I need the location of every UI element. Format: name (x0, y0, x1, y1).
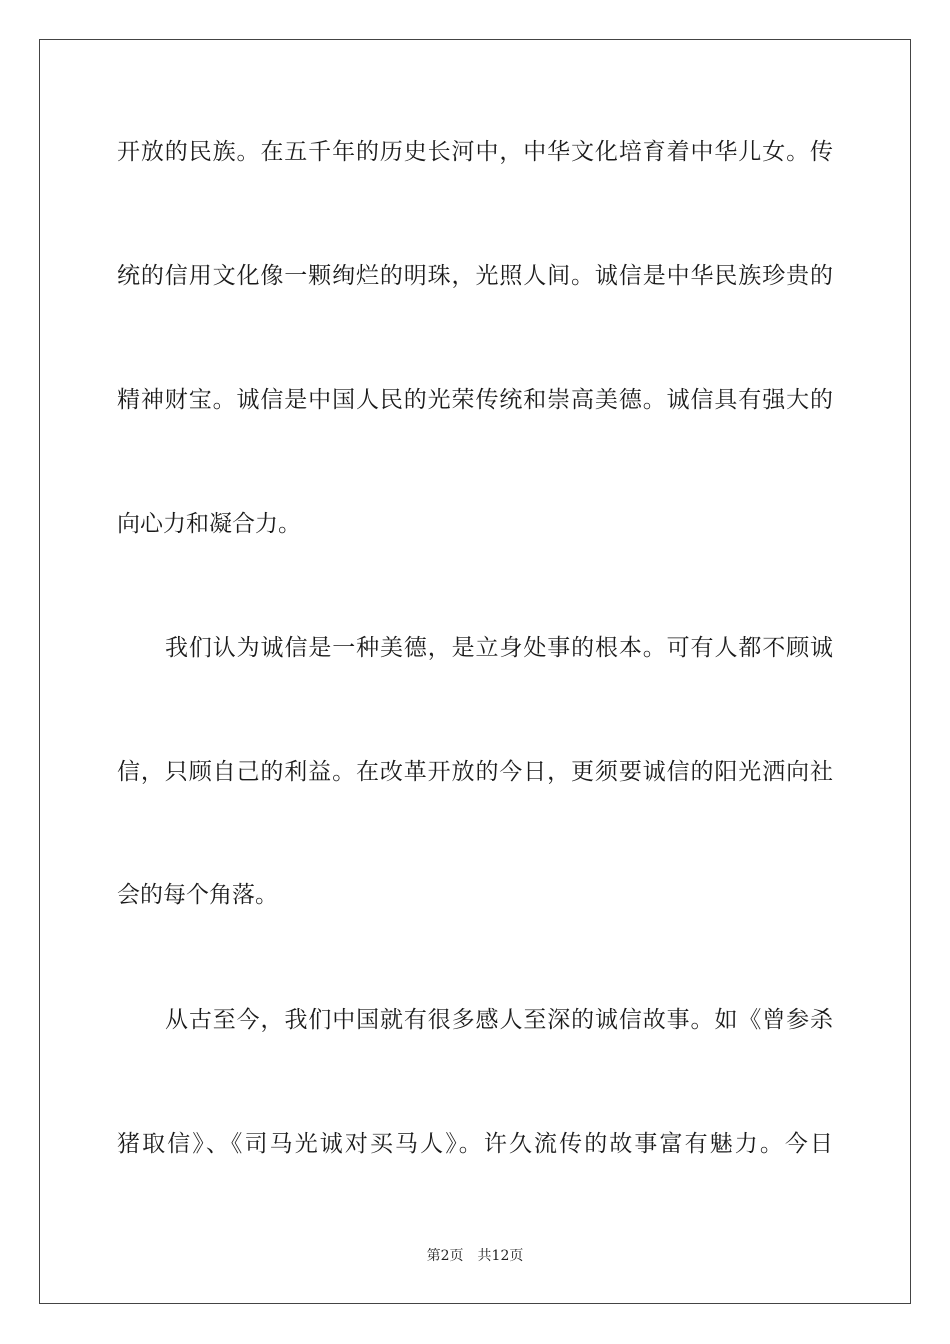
paragraph-line: 猪取信》、《司马光诚对买马人》。许久流传的故事富有魅力。今日 (117, 1131, 833, 1157)
paragraph-line: 向心力和凝合力。 (117, 511, 301, 537)
paragraph-line: 会的每个角落。 (117, 882, 278, 908)
page-border (39, 39, 911, 1304)
paragraph-line: 精神财宝。诚信是中国人民的光荣传统和崇高美德。诚信具有强大的 (117, 387, 833, 413)
paragraph-line: 从古至今，我们中国就有很多感人至深的诚信故事。如《曾参杀 (165, 1007, 833, 1033)
paragraph-line: 统的信用文化像一颗绚烂的明珠，光照人间。诚信是中华民族珍贵的 (117, 263, 833, 289)
paragraph-line: 我们认为诚信是一种美德，是立身处事的根本。可有人都不顾诚 (165, 635, 833, 661)
paragraph-line: 开放的民族。在五千年的历史长河中，中华文化培育着中华儿女。传 (117, 139, 833, 165)
paragraph-line: 信，只顾自己的利益。在改革开放的今日，更须要诚信的阳光洒向社 (117, 759, 833, 785)
page-total: 共12页 (477, 1248, 524, 1264)
page-number: 第2页 (426, 1248, 464, 1264)
page-footer (0, 1246, 950, 1266)
